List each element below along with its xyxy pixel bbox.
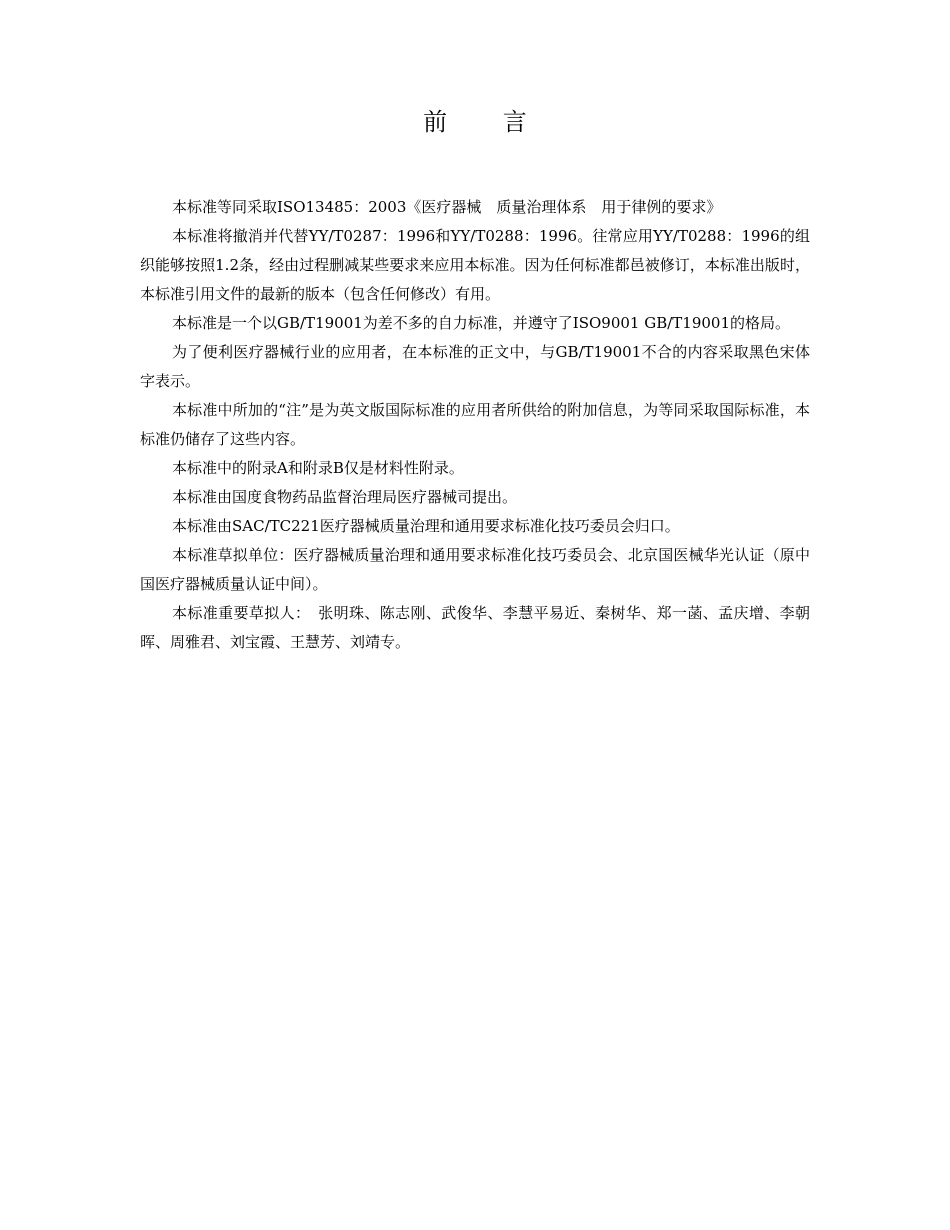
paragraph-drafting-units: 本标准草拟单位：医疗器械质量治理和通用要求标准化技巧委员会、北京国医械华光认证（原中国医疗器械质量认证中间）。 [140, 546, 810, 593]
paragraph-drafters: 本标准重要草拟人： 张明珠、陈志刚、武俊华、李慧平易近、秦树华、郑一菡、孟庆增、李朝晖、周雅君、刘宝霞、王慧芳、刘靖专。 [140, 604, 810, 651]
paragraph-black-typeface: 为了便利医疗器械行业的应用者，在本标准的正文中，与GB/T19001不合的内容采取黑色宋体字表示。 [140, 343, 810, 390]
paragraph-centralized-by: 本标准由SAC/TC221医疗器械质量治理和通用要求标准化技巧委员会归口。 [172, 517, 680, 535]
paragraph-proposed-by: 本标准由国度食物药品监督治理局医疗器械司提出。 [172, 488, 518, 506]
page-title: 前 言 [423, 108, 551, 136]
paragraph-appendices: 本标准中的附录A和附录B仅是材料性附录。 [172, 459, 464, 477]
paragraph-notes: 本标准中所加的“注”是为英文版国际标准的应用者所供给的附加信息，为等同采取国际标准，本标准仍储存了这些内容。 [140, 401, 810, 448]
body-text [140, 193, 810, 657]
paragraph-independent-standard: 本标准是一个以GB/T19001为差不多的自力标准，并遵守了ISO9001 GB/T19001的格局。 [172, 314, 791, 332]
paragraph-adoption: 本标准等同采取ISO13485：2003《医疗器械 质量治理体系 用于律例的要求》 [172, 198, 722, 216]
paragraph-replacement: 本标准将撤消并代替YY/T0287：1996和YY/T0288：1996。往常应用YY/T0288：1996的组织能够按照1.2条，经由过程删减某些要求来应用本标准。因为任何标准都邑被修订，本标准出版时，本标准引用文件的最新的版本（包含任何修改）有用。 [140, 227, 810, 303]
